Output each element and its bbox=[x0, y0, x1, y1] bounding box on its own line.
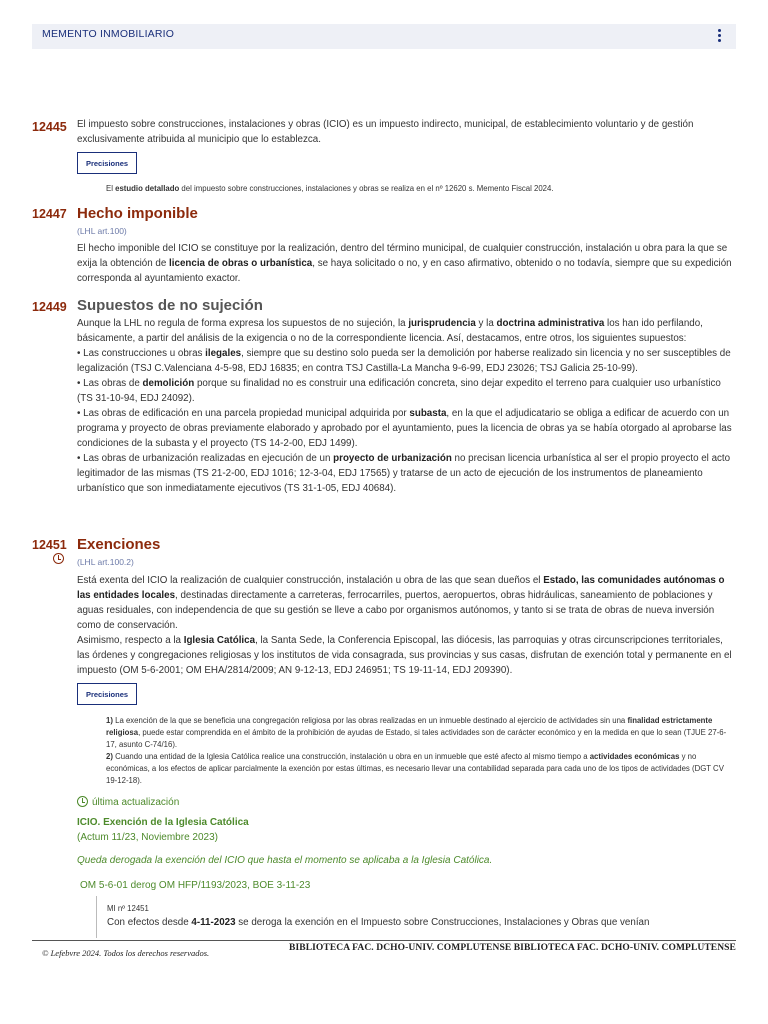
update-norm-link[interactable]: OM 5-6-01 derog OM HFP/1193/2023, BOE 3-11-23 bbox=[80, 880, 311, 891]
precisiones-button[interactable]: Precisiones bbox=[77, 152, 137, 174]
update-actum: (Actum 11/23, Noviembre 2023) bbox=[77, 832, 218, 843]
precision-note: 1) La exención de la que se beneficia una congregación religiosa por las obras realizadas en un inmueble destinado al ejercicio de actividades sin una finalidad estrictamente religiosa, puede estar comprendida en el ámbito de la prohibición de ayudas de Estado, si tales actividades son de carácter económico y en la medida en que lo sean (TJUE 27-6-17, asunto C-74/16). 2) Cuando una entidad de la Iglesia Católica realice una construcción, instalación u obra en un inmueble que esté afecto al mismo tiempo a actividades económicas y no económicas, a los efectos de aplicar parcialmente la exención por estas últimas, es necesario llevar una contabilidad separada para cada uno de los tipos de actividades (DGT CV 19-12-18). bbox=[106, 716, 727, 785]
update-body: Con efectos desde 4-11-2023 se deroga la exención en el Impuesto sobre Construcciones, Instalaciones y Obras que venían bbox=[107, 917, 650, 928]
paragraph-number: 12445 bbox=[32, 120, 67, 134]
header-bar bbox=[32, 24, 736, 49]
update-summary: Queda derogada la exención del ICIO que hasta el momento se aplicaba a la Iglesia Católica. bbox=[77, 855, 493, 866]
section-heading: Exenciones bbox=[77, 536, 161, 553]
update-title: ICIO. Exención de la Iglesia Católica bbox=[77, 817, 249, 828]
law-reference-link[interactable]: (LHL art.100.2) bbox=[77, 557, 134, 567]
law-reference-link[interactable]: (LHL art.100) bbox=[77, 226, 127, 236]
paragraph-text: El hecho imponible del ICIO se constituye por la realización, dentro del término municipal, de cualquier construcción, instalación u obra para la que se exija la obtención de licencia de obras o urbanística, se haya solicitado o no, y en caso afirmativo, obtenido o no todavía, siempre que su expedición corresponda al ayuntamiento exactor. bbox=[77, 243, 732, 284]
header-title: MEMENTO INMOBILIARIO bbox=[42, 28, 175, 40]
footer-library-stamp: BIBLIOTECA FAC. DCHO-UNIV. COMPLUTENSE BIBLIOTECA FAC. DCHO-UNIV. COMPLUTENSE bbox=[289, 943, 736, 953]
paragraph-number: 12449 bbox=[32, 300, 67, 314]
precisiones-button[interactable]: Precisiones bbox=[77, 683, 137, 705]
last-update-label: última actualización bbox=[92, 797, 180, 808]
history-clock-icon[interactable] bbox=[53, 553, 64, 564]
footer-copyright: © Lefebvre 2024. Todos los derechos reservados. bbox=[42, 948, 210, 958]
paragraph-number: 12447 bbox=[32, 207, 67, 221]
kebab-menu-icon[interactable] bbox=[718, 29, 722, 43]
paragraph-number: 12451 bbox=[32, 538, 67, 552]
precision-note: El estudio detallado del impuesto sobre construcciones, instalaciones y obras se realiza en el nº 12620 s. Memento Fiscal 2024. bbox=[106, 184, 554, 193]
paragraph-text: Está exenta del ICIO la realización de cualquier construcción, instalación u obra de las que sean dueños el Estado, las comunidades autónomas o las entidades locales, destinadas directamente a carreteras, ferrocarriles, puertos, aeropuertos, obras hidráulicas, saneamiento de poblaciones y aguas residuales, con independencia de que su gestión se lleve a cabo por organismos autónomos, y tanto si se trata de obras de nueva inversión como de conservación. Asimismo, respecto a la Iglesia Católica, la Santa Sede, la Conferencia Episcopal, las diócesis, las parroquias y otras circunscripciones territoriales, las órdenes y congregaciones religiosas y los institutos de vida consagrada, sus provincias y sus casas, disfrutan de exención total y permanente en el impuesto (OM 5-6-2001; OM EHA/2814/2009; AN 9-12-13, EDJ 246951; TS 19-11-14, EDJ 209390). bbox=[77, 575, 732, 676]
footer-divider bbox=[32, 940, 736, 941]
section-heading: Hecho imponible bbox=[77, 205, 198, 222]
paragraph-text: Aunque la LHL no regula de forma expresa los supuestos de no sujeción, la jurisprudencia y la doctrina administrativa los han ido perfilando, básicamente, a partir del análisis de la exigencia o no de la correspondiente licencia. Así, destacamos, entre otros, los siguientes supuestos: • Las construcciones u obras ilegales, siempre que su destino solo pueda ser la demolición por haberse realizado sin licencia y no ser susceptibles de legalización (TSJ C.Valenciana 4-5-98, EDJ 16835; en contra TSJ Castilla-La Mancha 9-6-99, EDJ 23026; TSJ Galicia 25-10-99). • Las obras de demolición porque su finalidad no es construir una edificación concreta, sino dejar expedito el terreno para cualquier uso urbanístico (TS 31-10-94, EDJ 24092). • Las obras de edificación en una parcela propiedad municipal adquirida por subasta, en la que el adjudicatario se obliga a edificar de acuerdo con un programa y proyecto de obras previamente elaborado y aprobado por el ayuntamiento, pues la licencia de obras ya se había otorgado al aprobarse las condiciones de la subasta y el proyecto (TS 14-2-00, EDJ 1499). • Las obras de urbanización realizadas en ejecución de un proyecto de urbanización no precisan licencia urbanística al ser el propio proyecto el acto legitimador de las mismas (TS 21-2-00, EDJ 1016; 12-3-04, EDJ 17565) y tratarse de un acto de ejecución de los instrumentos de planeamiento urbanístico que son inmediatamente ejecutivos (TS 31-1-05, EDJ 40684). bbox=[77, 318, 732, 494]
quote-bar bbox=[96, 896, 105, 938]
section-heading: Supuestos de no sujeción bbox=[77, 297, 263, 314]
paragraph-text: El impuesto sobre construcciones, instalaciones y obras (ICIO) es un impuesto indirecto, municipal, de establecimiento voluntario y de gestión exclusivamente atribuida al municipio que lo establezca. bbox=[77, 119, 694, 145]
mi-reference: MI nº 12451 bbox=[107, 904, 149, 913]
update-clock-icon bbox=[77, 796, 88, 807]
